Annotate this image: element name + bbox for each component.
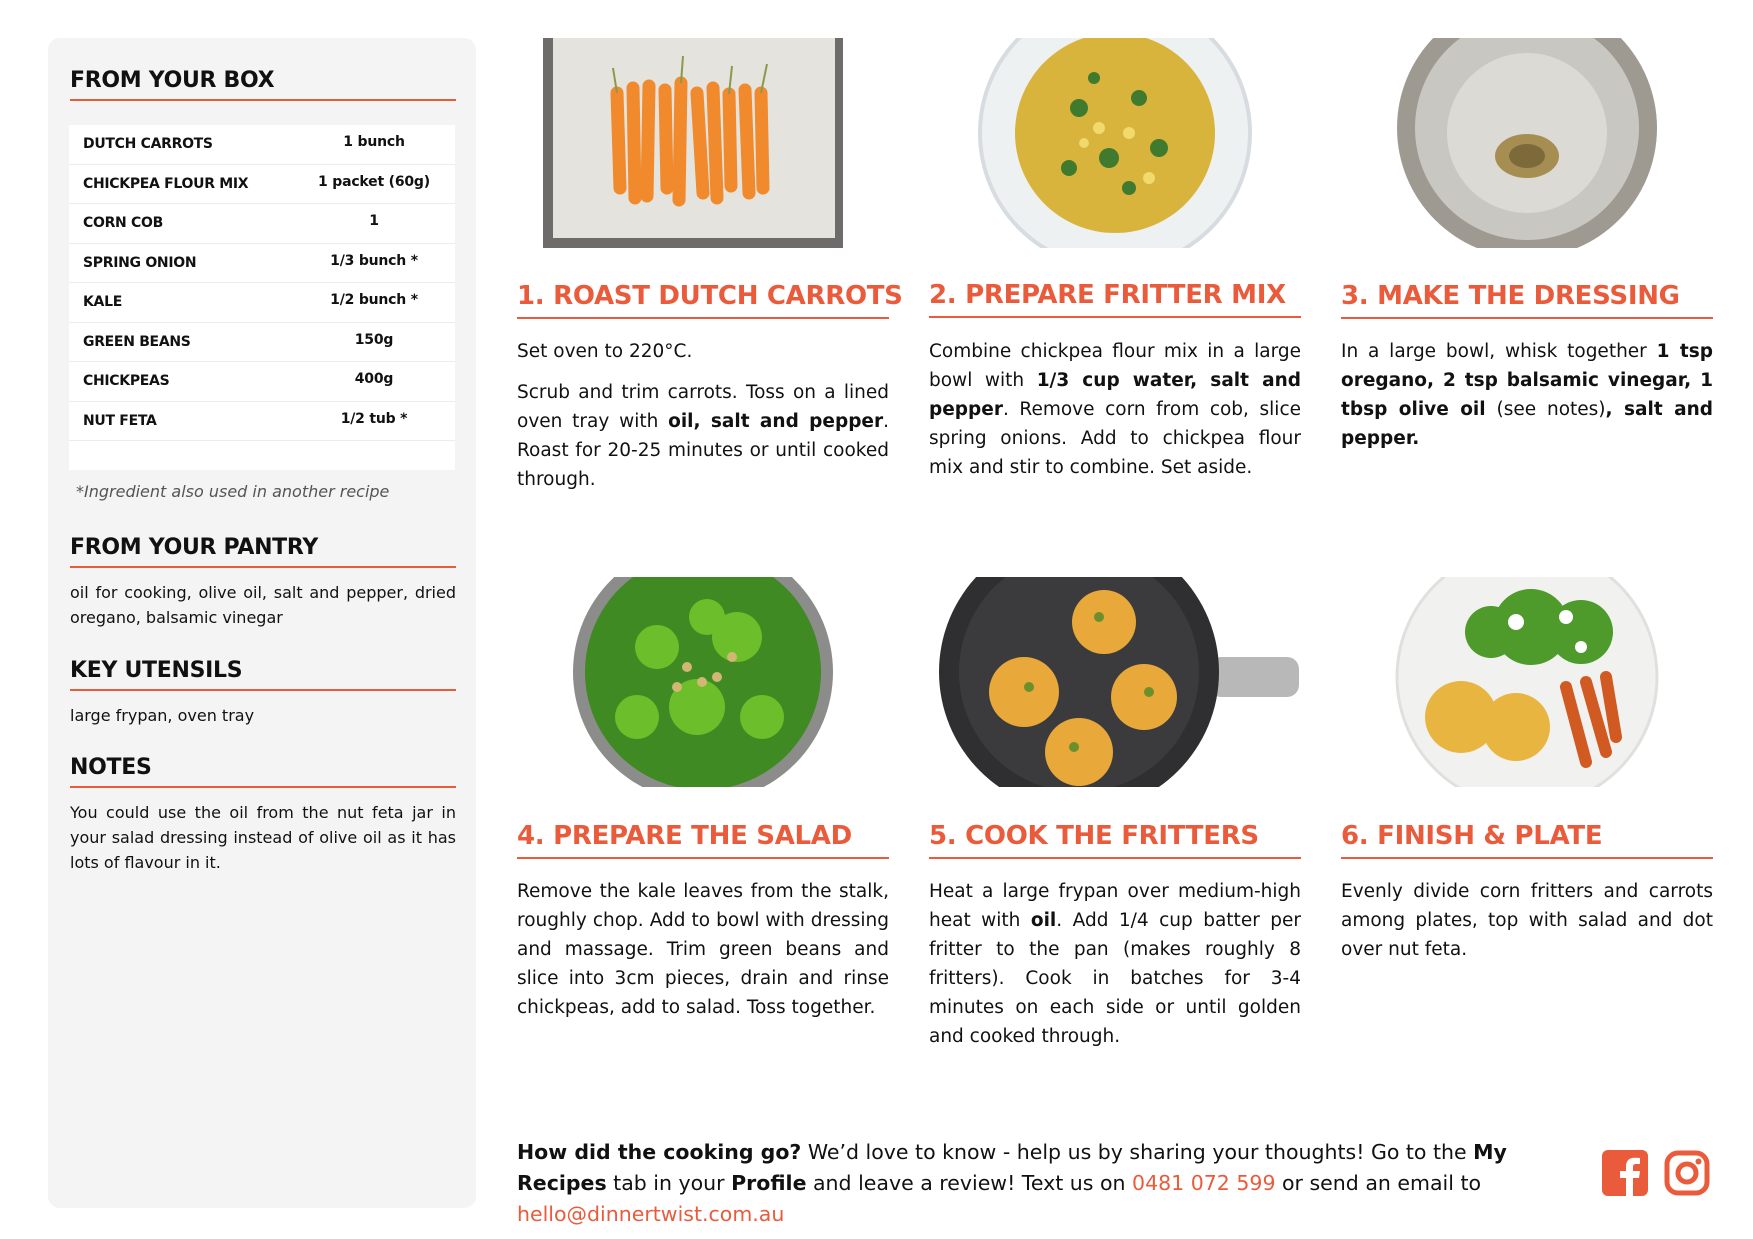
step-3-paragraph [1341, 337, 1713, 453]
ingredient-name: CORN COB [83, 215, 163, 231]
step-1-paragraph: Set oven to 220°C. [517, 341, 693, 362]
notes-text: You could use the oil from the nut feta jar in your salad dressing instead of olive oil as it has lots of flavour in it. [70, 803, 456, 872]
ingredient-qty: 150g [354, 331, 394, 348]
step-text: . Remove corn from cob, slice spring onions. Add to chickpea flour mix and stir to combine. Set aside. [929, 399, 1301, 478]
ingredient-qty: 1/2 tub * [340, 410, 408, 427]
ingredient-qty: 1 bunch [343, 134, 405, 150]
step-text-bold: 1/3 cup water, salt and pepper [929, 370, 1301, 420]
step-2-title: 2. PREPARE FRITTER MIX [929, 280, 1301, 318]
utensils-text: large frypan, oven tray [70, 706, 255, 725]
ingredient-name: CHICKPEAS [83, 373, 170, 389]
step-4-body [517, 877, 889, 1034]
table-row [69, 323, 455, 363]
step-text: . Roast for 20-25 minutes or until cooked through. [517, 411, 889, 490]
step-text: In a large bowl, whisk together [1341, 341, 1657, 362]
fritters-pan-image [929, 577, 1301, 787]
step-text: Heat a large frypan over medium-high heat with [929, 881, 1301, 931]
ingredient-name: KALE [83, 294, 122, 310]
table-row [69, 244, 455, 284]
ingredient-name: DUTCH CARROTS [83, 136, 213, 152]
step-1-paragraph [517, 378, 889, 494]
step-3-body [1341, 337, 1713, 465]
my-recipes-label: My Recipes [517, 1140, 1507, 1195]
step-5-title: 5. COOK THE FRITTERS [929, 821, 1301, 859]
step-2-body [929, 337, 1301, 494]
feedback-footer [517, 1137, 1567, 1230]
table-row [69, 362, 455, 402]
step-6-paragraph: Evenly divide corn fritters and carrots among plates, top with salad and dot over nut feta. [1341, 881, 1713, 960]
roast-carrots-image [517, 38, 889, 248]
table-row [69, 125, 455, 165]
step-3-title: 3. MAKE THE DRESSING [1341, 281, 1713, 319]
step-5-paragraph [929, 877, 1301, 1051]
step-5-body [929, 877, 1301, 1063]
step-6-title: 6. FINISH & PLATE [1341, 821, 1713, 859]
table-row [69, 204, 455, 244]
pantry-text: oil for cooking, olive oil, salt and pepper, dried oregano, balsamic vinegar [70, 583, 456, 627]
fritter-mix-image [929, 38, 1301, 248]
step-text-bold: , salt and pepper. [1341, 399, 1713, 449]
key-utensils-heading: KEY UTENSILS [70, 658, 456, 691]
from-your-box-heading: FROM YOUR BOX [70, 68, 456, 101]
finished-plate-image [1341, 577, 1713, 787]
profile-label: Profile [731, 1171, 807, 1195]
notes-heading: NOTES [70, 755, 456, 788]
salad-bowl-image [517, 577, 889, 787]
ingredient-name: SPRING ONION [83, 254, 197, 271]
step-text-bold: oil, salt and pepper [668, 411, 884, 432]
step-text-bold: oil [1030, 910, 1057, 931]
step-text: Combine chickpea flour mix in a large bowl with [929, 341, 1301, 391]
table-row [69, 402, 455, 442]
facebook-icon[interactable] [1602, 1150, 1648, 1196]
ingredient-qty: 1 [369, 213, 379, 229]
ingredient-qty: 400g [354, 371, 394, 387]
step-6-body [1341, 877, 1713, 976]
ingredient-qty: 1/3 bunch * [330, 252, 418, 269]
ingredient-name: GREEN BEANS [83, 333, 191, 350]
ingredient-name: CHICKPEA FLOUR MIX [83, 175, 249, 192]
footer-text: We’d love to know - help us by sharing your thoughts! Go to the [801, 1140, 1474, 1164]
footer-text: and leave a review! Text us on [806, 1171, 1133, 1195]
table-row [69, 165, 455, 205]
footer-question: How did the cooking go? [517, 1140, 802, 1164]
table-row [69, 283, 455, 323]
step-text-bold: 1 tsp oregano, 2 tsp balsamic vinegar, 1 tbsp olive oil [1341, 341, 1713, 420]
ingredient-footnote: *Ingredient also used in another recipe [76, 482, 390, 501]
from-your-pantry-heading: FROM YOUR PANTRY [70, 535, 456, 568]
dressing-bowl-image [1341, 38, 1713, 248]
ingredient-qty: 1 packet (60g) [318, 173, 430, 190]
ingredient-name: NUT FETA [83, 412, 157, 429]
step-4-paragraph: Remove the kale leaves from the stalk, roughly chop. Add to bowl with dressing and massage. Trim green beans and slice into 3cm pieces, drain and rinse chickpeas, add to salad. Toss together. [517, 881, 889, 1018]
step-2-paragraph [929, 337, 1301, 482]
footer-text: tab in your [606, 1171, 732, 1195]
phone-number-link[interactable]: 0481 072 599 [1132, 1171, 1276, 1195]
step-text: Scrub and trim carrots. Toss on a lined oven tray with [517, 382, 889, 432]
footer-text: or send an email to [1275, 1171, 1482, 1195]
step-text: (see notes) [1485, 399, 1606, 420]
step-1-title: 1. ROAST DUTCH CARROTS [517, 281, 889, 319]
step-1-body [517, 337, 889, 506]
ingredients-table [69, 125, 455, 470]
instagram-icon[interactable] [1664, 1150, 1710, 1196]
sidebar [48, 38, 476, 1208]
step-text: . Add 1/4 cup batter per fritter to the pan (makes roughly 8 fritters). Cook in batches for 3-4 minutes on each side or until golden and cooked through. [929, 910, 1301, 1047]
ingredient-qty: 1/2 bunch * [330, 292, 418, 308]
step-4-title: 4. PREPARE THE SALAD [517, 821, 889, 859]
email-link[interactable]: hello@dinnertwist.com.au [517, 1202, 785, 1226]
